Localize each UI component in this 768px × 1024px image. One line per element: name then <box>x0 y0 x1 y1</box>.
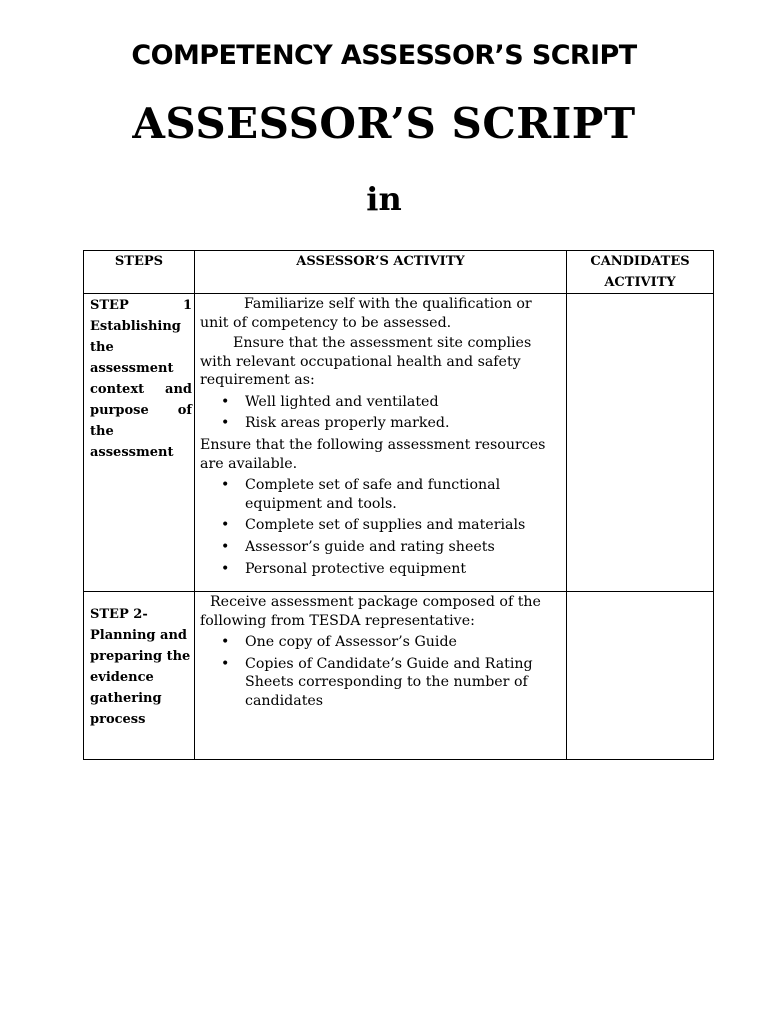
list-item-text: Complete set of safe and functional equipment and tools. <box>245 477 501 512</box>
list-item <box>200 560 560 579</box>
assessor-activity-cell <box>195 592 567 760</box>
step-title: Establishing the assessment context and purpose of the assessment <box>90 319 192 460</box>
step-number: 1 <box>182 298 192 313</box>
activity-paragraph: Receive assessment package composed of the following from TESDA representative: <box>200 594 541 629</box>
bullet-icon: • <box>221 517 230 534</box>
bullet-icon: • <box>221 415 230 432</box>
list-item-text: Risk areas properly marked. <box>245 415 450 432</box>
assessor-script-table <box>83 250 714 760</box>
list-item-text: Personal protective equipment <box>245 560 467 577</box>
list-item-text: Assessor’s guide and rating sheets <box>245 539 495 556</box>
bullet-icon: • <box>221 560 230 577</box>
list-item-text: Complete set of supplies and materials <box>245 517 526 534</box>
script-title: ASSESSOR’S SCRIPT <box>132 99 636 148</box>
list-item <box>200 393 560 412</box>
step-label: STEP <box>90 298 129 313</box>
list-item-text: Copies of Candidate’s Guide and Rating Sheets corresponding to the number of candidates <box>245 655 533 709</box>
activity-paragraph: Ensure that the following assessment resources are available. <box>200 437 546 472</box>
bullet-icon: • <box>221 634 230 650</box>
list-item-text: One copy of Assessor’s Guide <box>245 634 457 650</box>
list-item <box>200 476 560 513</box>
column-header-steps: STEPS <box>84 251 195 294</box>
bullet-list <box>200 476 560 578</box>
bullet-icon: • <box>221 477 230 494</box>
candidates-activity-cell <box>567 294 714 592</box>
list-item <box>200 414 560 433</box>
list-item <box>200 516 560 535</box>
column-header-assessor-activity: ASSESSOR’S ACTIVITY <box>195 251 567 294</box>
bullet-icon: • <box>221 393 230 410</box>
bullet-icon: • <box>221 539 230 556</box>
step-cell <box>84 294 195 592</box>
bullet-list <box>200 393 560 433</box>
assessor-activity-cell <box>195 294 567 592</box>
list-item <box>200 633 560 652</box>
candidates-activity-cell <box>567 592 714 760</box>
step-heading <box>90 295 192 316</box>
list-item <box>200 538 560 557</box>
bullet-list <box>200 633 560 710</box>
qualification-line: in <box>366 180 402 218</box>
step-label: STEP 2- <box>90 607 148 622</box>
step-title: Planning and preparing the evidence gathering process <box>90 628 191 727</box>
column-header-candidates-activity: CANDIDATES ACTIVITY <box>567 251 714 294</box>
table-row <box>84 294 714 592</box>
activity-paragraph: Familiarize self with the qualification or unit of competency to be assessed. <box>200 296 532 331</box>
document-title: COMPETENCY ASSESSOR’S SCRIPT <box>131 40 637 71</box>
list-item-text: Well lighted and ventilated <box>245 393 439 410</box>
list-item <box>200 655 560 711</box>
activity-paragraph: Ensure that the assessment site complies with relevant occupational health and safety requirement as: <box>200 335 532 388</box>
step-cell <box>84 592 195 760</box>
bullet-icon: • <box>221 655 230 672</box>
table-header-row <box>84 251 714 294</box>
table-row <box>84 592 714 760</box>
